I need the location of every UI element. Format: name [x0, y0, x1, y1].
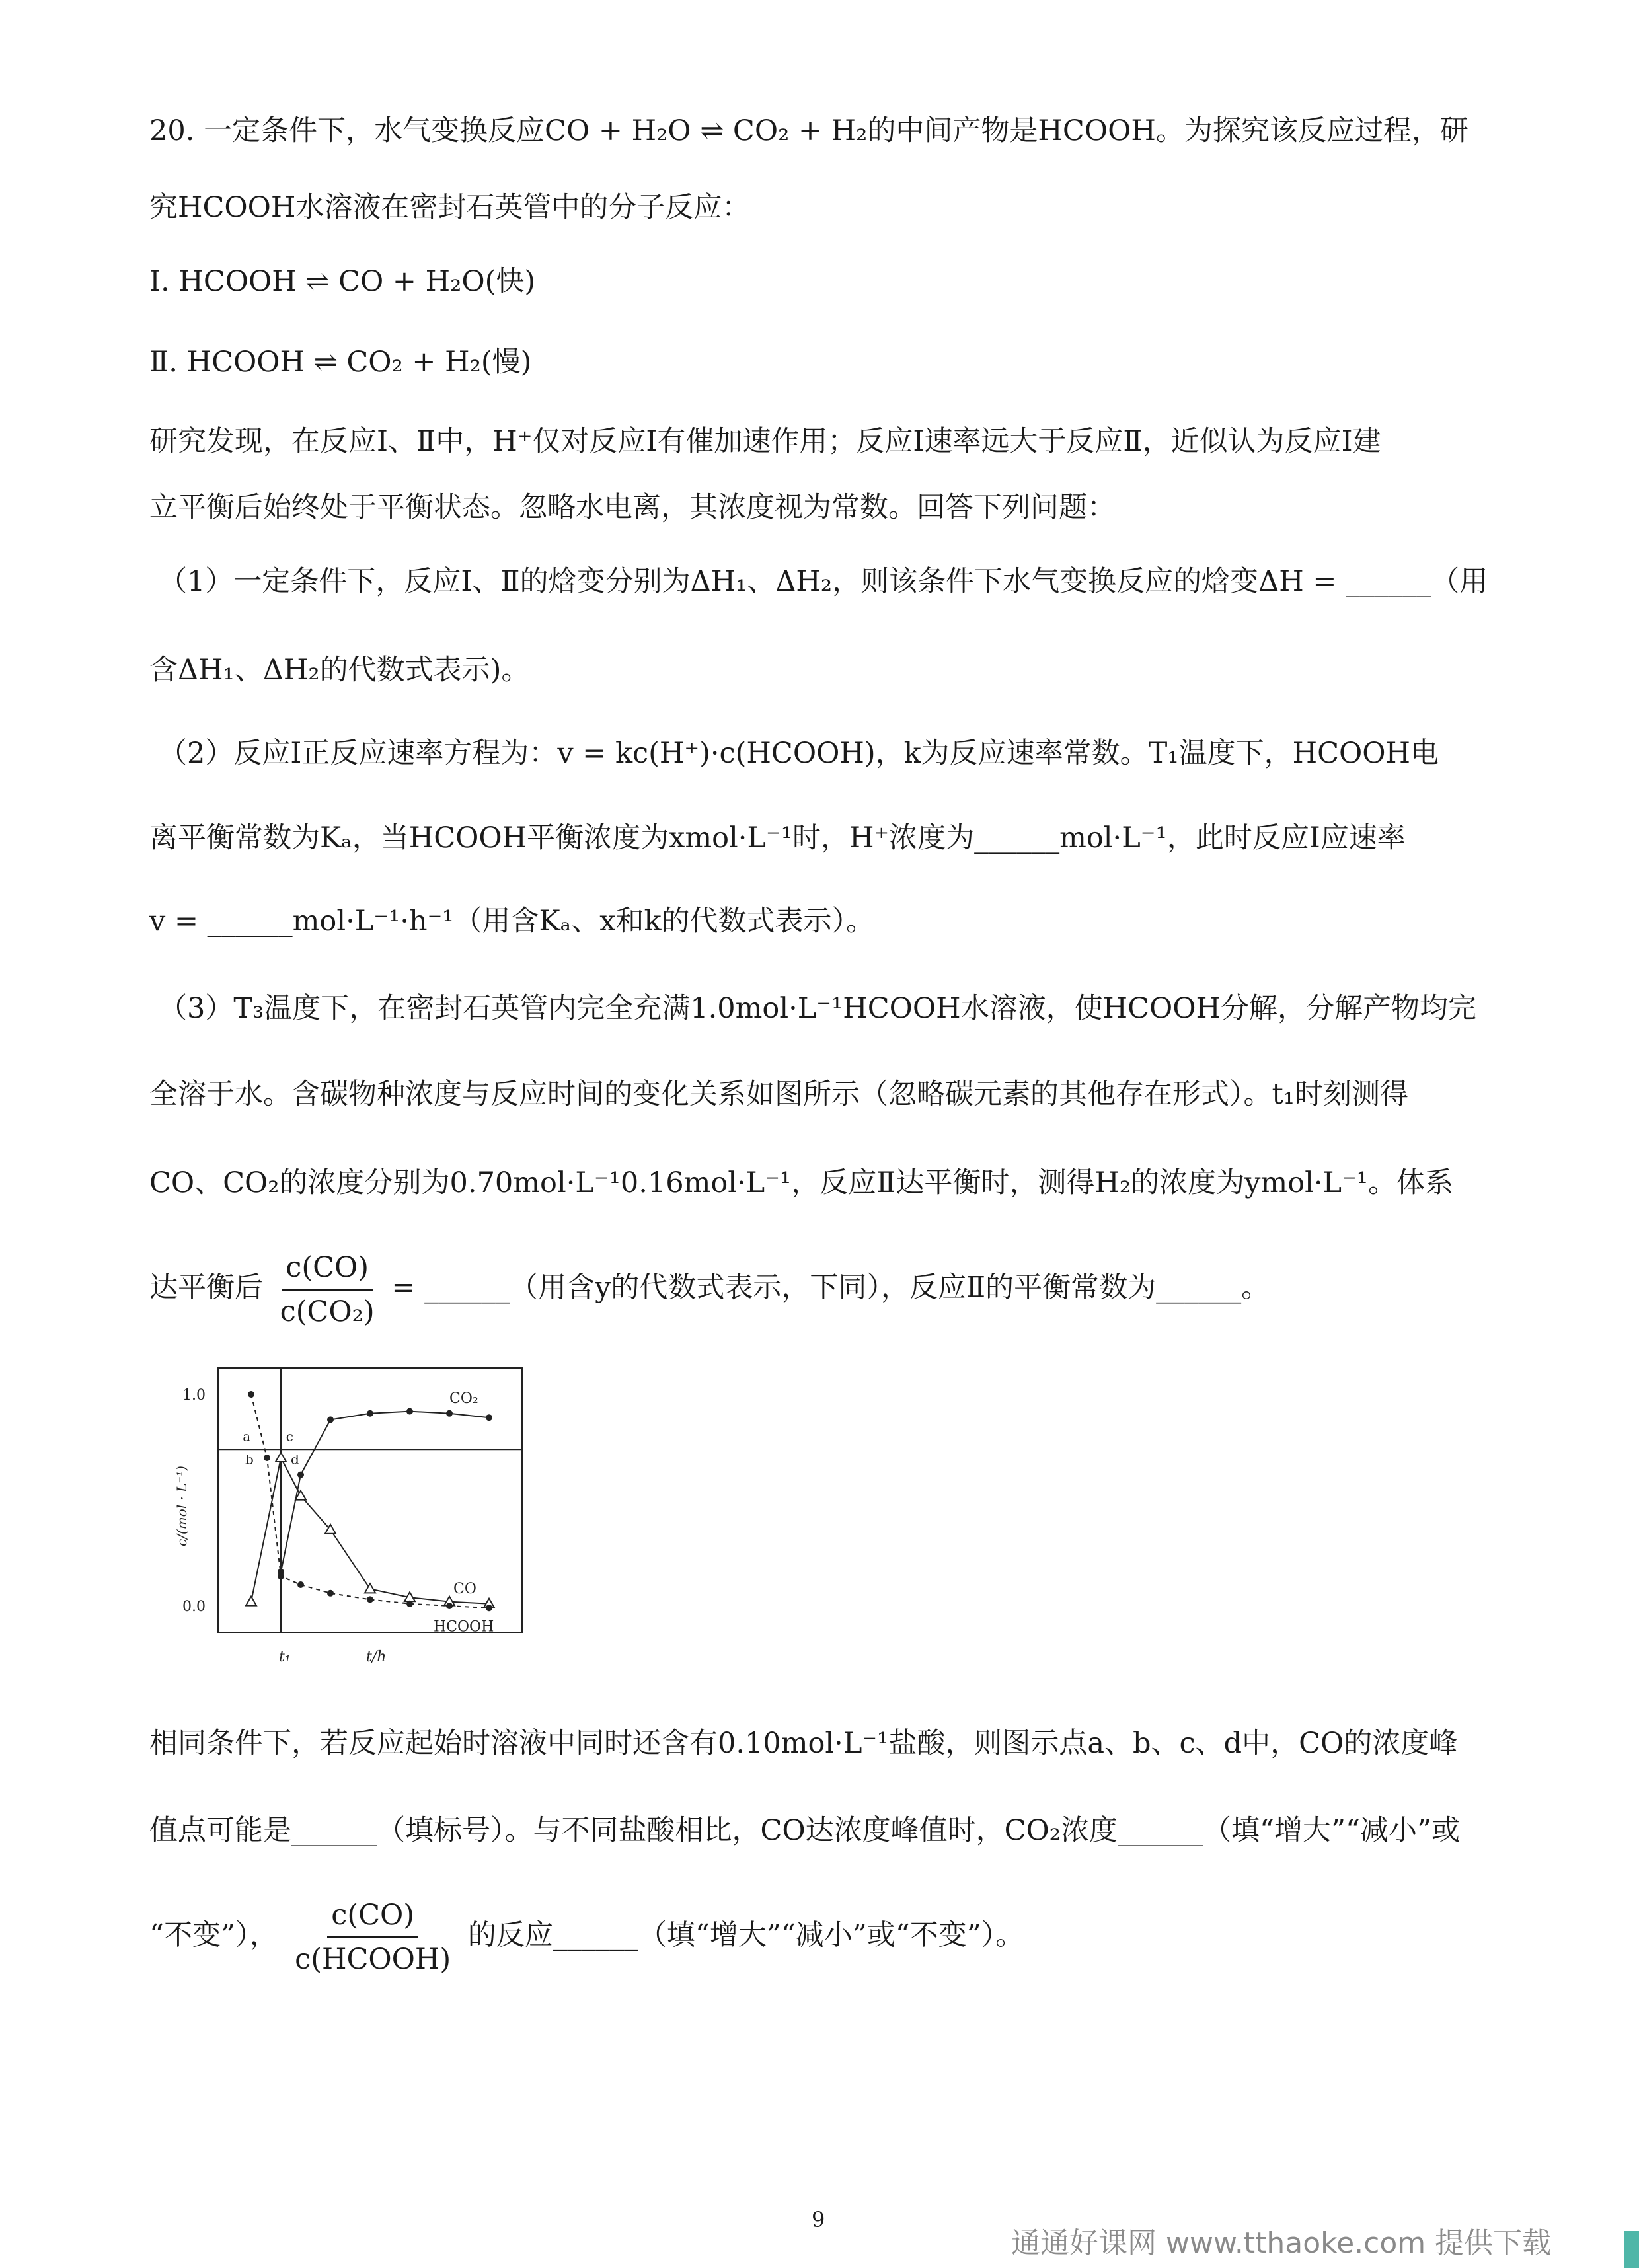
data-point: [264, 1455, 270, 1461]
numerator: c(CO): [327, 1897, 418, 1938]
text-before: “不变”），: [149, 1918, 278, 1952]
data-point: [486, 1605, 492, 1611]
fraction: [276, 1249, 379, 1330]
data-point: [276, 1453, 286, 1462]
data-point: [297, 1581, 304, 1588]
data-point: [365, 1583, 375, 1593]
data-point: [278, 1573, 284, 1579]
page-number: 9: [812, 2207, 825, 2232]
text-line: CO、CO₂的浓度分别为0.70mol·L⁻¹0.16mol·L⁻¹，反应Ⅱ达平衡时，测得H₂的浓度为ymol·L⁻¹。体系: [149, 1166, 1454, 1199]
text-line: 20. 一定条件下，水气变换反应CO + H₂O ⇌ CO₂ + H₂的中间产物是HCOOH。为探究该反应过程，研: [149, 114, 1468, 147]
text-line: 全溶于水。含碳物种浓度与反应时间的变化关系如图所示（忽略碳元素的其他存在形式）。t₁时刻测得: [149, 1078, 1409, 1111]
series-label-co2: CO₂: [449, 1390, 478, 1407]
data-point: [446, 1603, 453, 1609]
text-line: 值点可能是______（填标号）。与不同盐酸相比，CO达浓度峰值时，CO₂浓度______（填“增大”“减小”或: [149, 1814, 1460, 1847]
text-line: 离平衡常数为Kₐ，当HCOOH平衡浓度为xmol·L⁻¹时，H⁺浓度为______mol·L⁻¹，此时反应Ⅰ应速率: [149, 821, 1406, 854]
x-tick-label: t₁: [279, 1649, 291, 1665]
denominator: c(CO₂): [280, 1295, 375, 1328]
corner-decoration: [1624, 2231, 1639, 2268]
text-line: （3）T₃温度下，在密封石英管内完全充满1.0mol·L⁻¹HCOOH水溶液，使HCOOH分解，分解产物均完: [159, 992, 1477, 1025]
text-line: v = ______mol·L⁻¹·h⁻¹（用含Kₐ、x和k的代数式表示）。: [149, 905, 875, 938]
data-point: [367, 1596, 373, 1603]
text-line: 含ΔH₁、ΔH₂的代数式表示)。: [149, 654, 530, 687]
y-tick-label: 0.0: [182, 1599, 206, 1615]
y-axis-label: c/(mol · L⁻¹): [174, 1466, 190, 1546]
text-line: 相同条件下，若反应起始时溶液中同时还含有0.10mol·L⁻¹盐酸，则图示点a、b、c、d中，CO的浓度峰: [149, 1727, 1458, 1760]
denominator: c(HCOOH): [295, 1943, 451, 1976]
data-point: [327, 1416, 334, 1423]
series-line: [281, 1412, 489, 1572]
point-label-b: b: [245, 1451, 254, 1468]
x-axis-label: t/h: [366, 1649, 387, 1665]
fraction-line-1: [149, 1249, 1270, 1330]
point-label-c: c: [286, 1428, 294, 1445]
text-line: Ⅰ. HCOOH ⇌ CO + H₂O(快): [149, 265, 536, 298]
point-label-a: a: [243, 1428, 251, 1445]
data-point: [246, 1597, 256, 1606]
numerator: c(CO): [282, 1249, 373, 1291]
text-after: 的反应______（填“增大”“减小”或“不变”）。: [467, 1918, 1024, 1952]
fraction: [291, 1897, 455, 1978]
series-label-co: CO: [453, 1580, 476, 1597]
data-point: [446, 1410, 453, 1417]
fraction-line-2: [149, 1897, 1024, 1978]
text-after: = ______（用含y的代数式表示，下同），反应Ⅱ的平衡常数为______。: [391, 1271, 1270, 1304]
text-line: Ⅱ. HCOOH ⇌ CO₂ + H₂(慢): [149, 346, 532, 379]
data-point: [297, 1472, 304, 1478]
watermark: 通通好课网 www.tthaoke.com 提供下载: [1011, 2226, 1552, 2260]
text-line: 立平衡后始终处于平衡状态。忽略水电离，其浓度视为常数。回答下列问题：: [149, 491, 1116, 524]
data-point: [406, 1408, 413, 1415]
text-line: （1）一定条件下，反应Ⅰ、Ⅱ的焓变分别为ΔH₁、ΔH₂，则该条件下水气变换反应的焓变ΔH = ______（用: [159, 565, 1488, 598]
data-point: [486, 1414, 492, 1421]
y-tick-label: 1.0: [182, 1387, 206, 1404]
text-line: （2）反应Ⅰ正反应速率方程为：v = kc(H⁺)·c(HCOOH)，k为反应速率常数。T₁温度下，HCOOH电: [159, 737, 1439, 770]
text-before: 达平衡后: [149, 1271, 263, 1304]
point-label-d: d: [291, 1451, 299, 1468]
data-point: [248, 1391, 254, 1398]
text-line: 究HCOOH水溶液在密封石英管中的分子反应：: [149, 191, 751, 224]
data-point: [406, 1601, 413, 1607]
concentration-time-chart: [152, 1348, 562, 1679]
text-line: 研究发现，在反应Ⅰ、Ⅱ中，H⁺仅对反应Ⅰ有催加速作用；反应Ⅰ速率远大于反应Ⅱ，近似认为反应Ⅰ建: [149, 425, 1381, 458]
data-point: [367, 1410, 373, 1417]
data-point: [327, 1590, 334, 1597]
series-line: [251, 1394, 489, 1608]
series-label-hcooh: HCOOH: [434, 1618, 494, 1636]
